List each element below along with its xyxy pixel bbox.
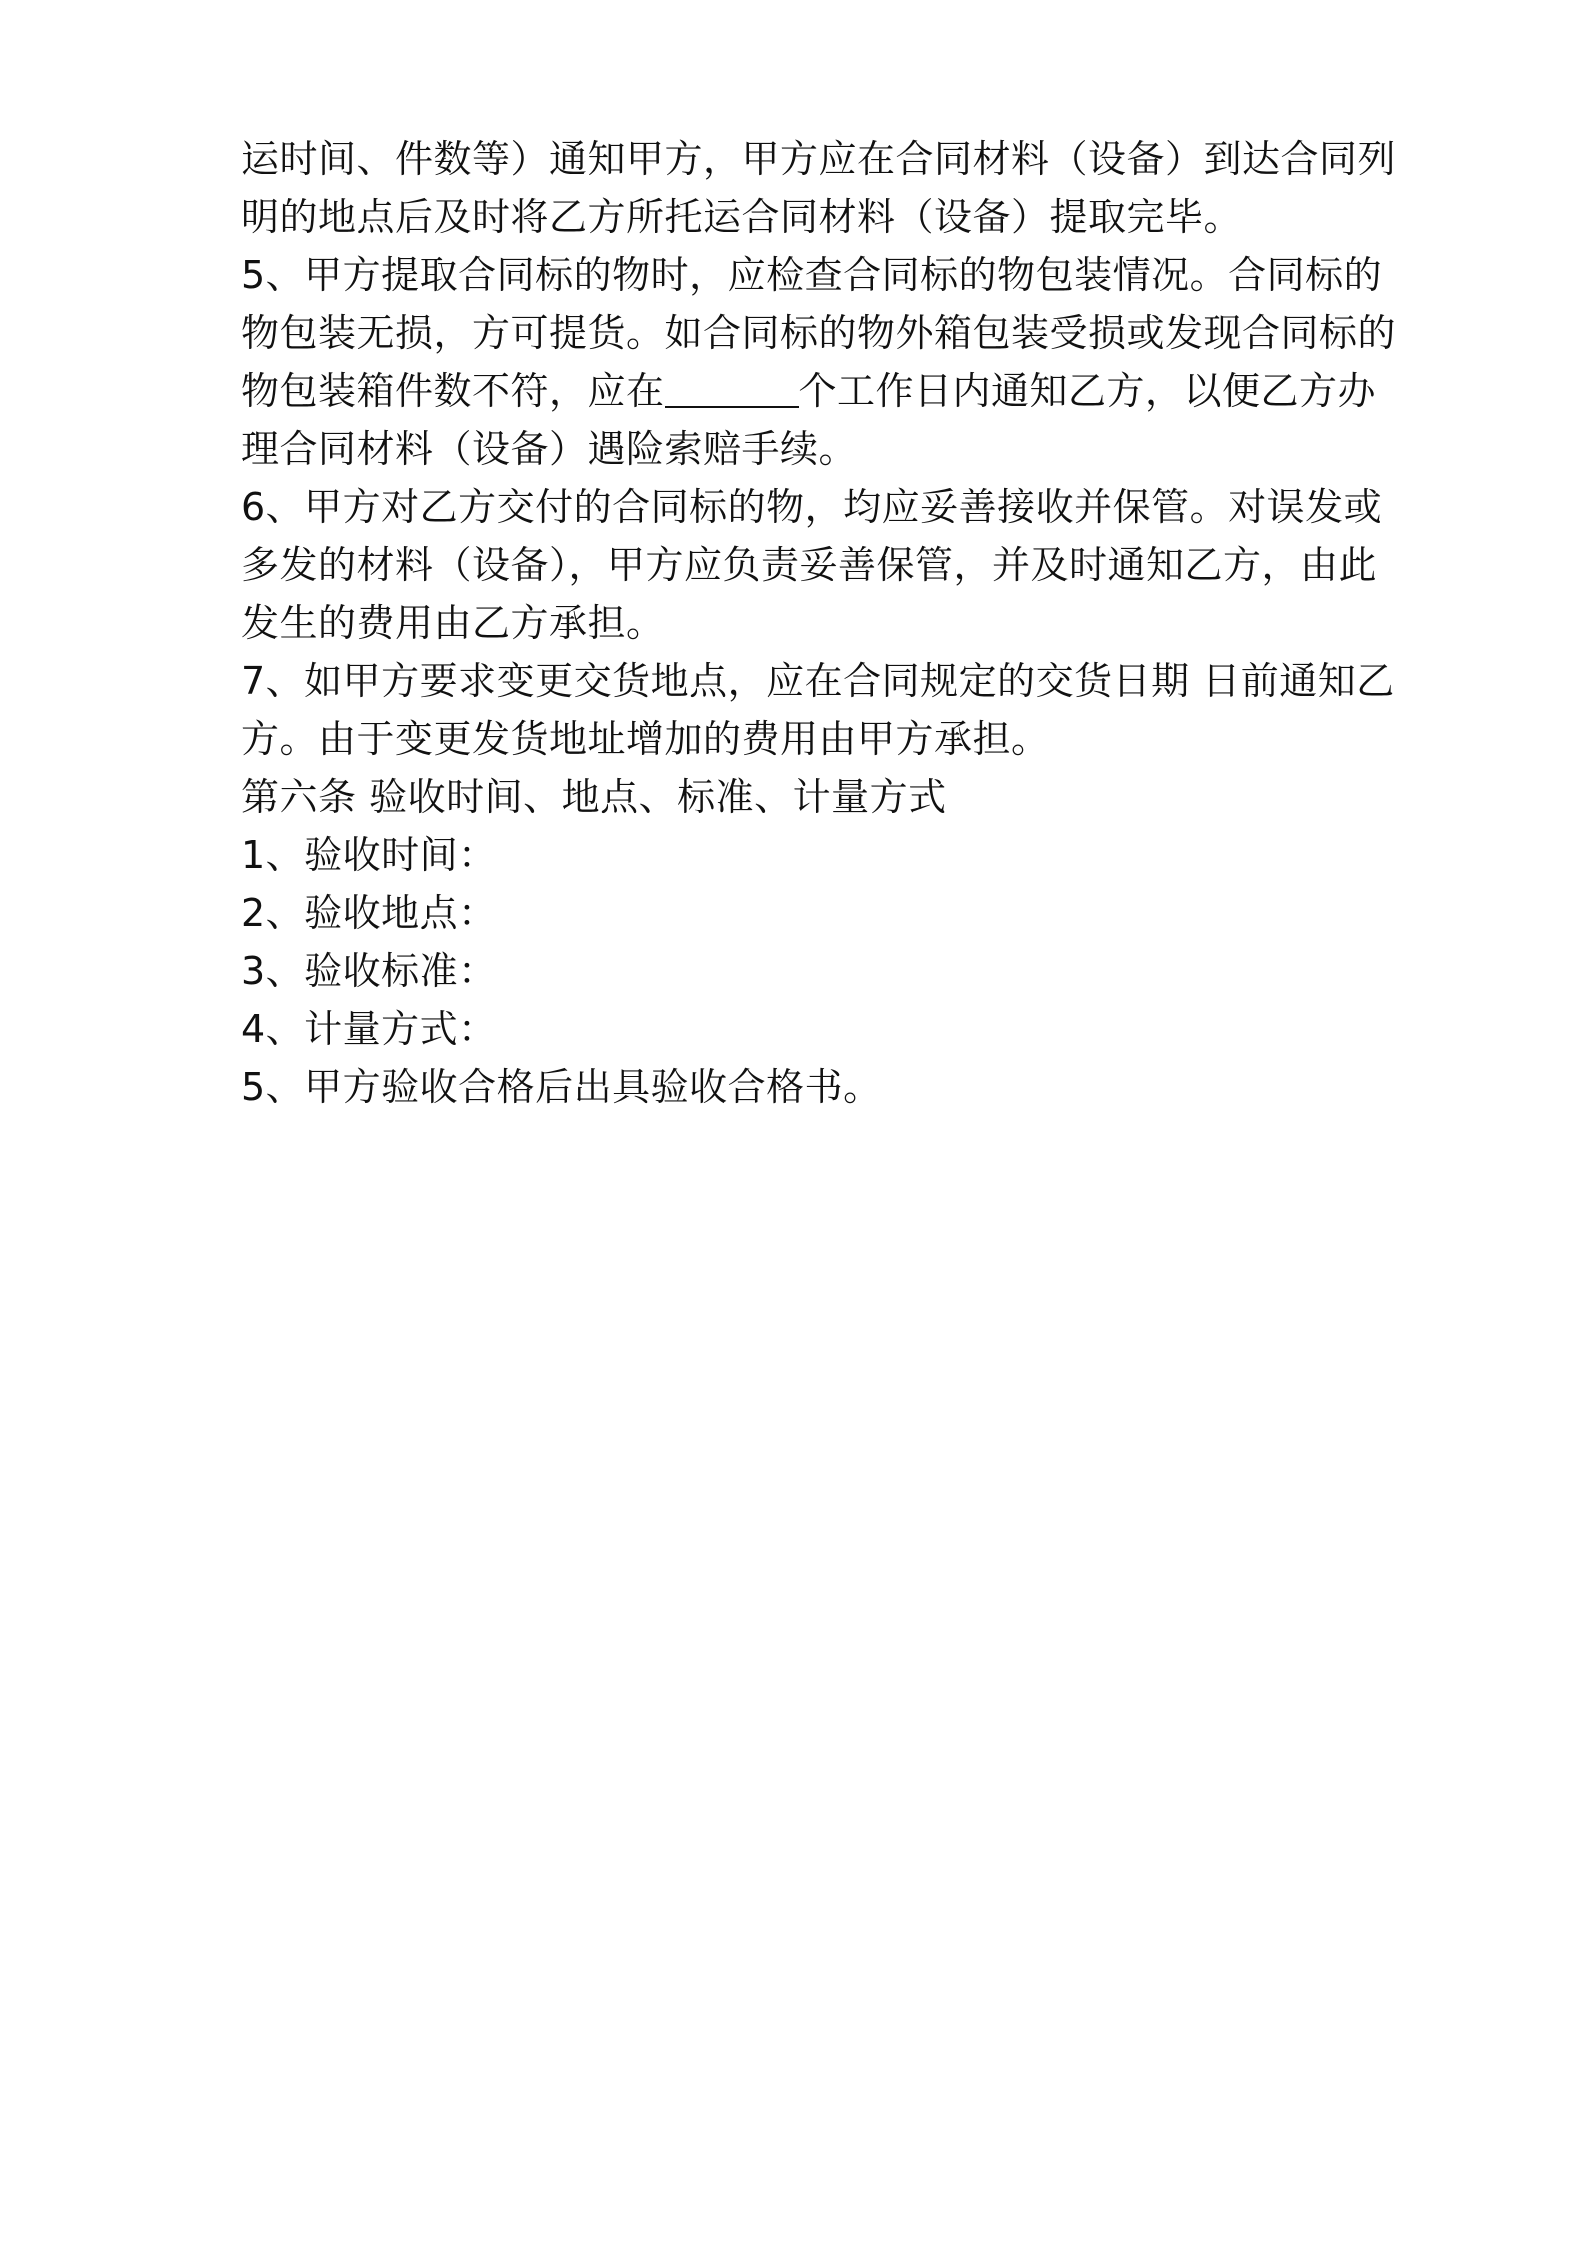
paragraph-line: 5、甲方提取合同标的物时，应检查合同标的物包装情况。合同标的	[241, 253, 1383, 297]
list-item: 1、验收时间：	[241, 833, 497, 877]
list-item: 4、计量方式：	[241, 1007, 497, 1051]
paragraph-line: 物包装无损，方可提货。如合同标的物外箱包装受损或发现合同标的	[241, 311, 1397, 355]
fill-in-blank	[665, 370, 799, 408]
paragraph-line-with-blank	[241, 367, 1377, 415]
paragraph-line: 运时间、件数等）通知甲方，甲方应在合同材料（设备）到达合同列	[241, 137, 1397, 181]
paragraph-line: 6、甲方对乙方交付的合同标的物，均应妥善接收并保管。对误发或	[241, 485, 1383, 529]
paragraph-line: 发生的费用由乙方承担。	[241, 601, 665, 645]
line-text-after-blank: 个工作日内通知乙方，以便乙方办	[798, 369, 1377, 413]
section-heading: 第六条 验收时间、地点、标准、计量方式	[241, 775, 947, 819]
line-text-before-blank: 物包装箱件数不符，应在	[241, 369, 665, 413]
paragraph-line: 明的地点后及时将乙方所托运合同材料（设备）提取完毕。	[241, 195, 1243, 239]
paragraph-line: 7、如甲方要求变更交货地点，应在合同规定的交货日期 日前通知乙	[241, 659, 1395, 703]
list-item: 3、验收标准：	[241, 949, 497, 993]
paragraph-line: 方。由于变更发货地址增加的费用由甲方承担。	[241, 717, 1050, 761]
paragraph-line: 多发的材料（设备），甲方应负责妥善保管，并及时通知乙方，由此	[241, 543, 1378, 587]
paragraph-line: 理合同材料（设备）遇险索赔手续。	[241, 427, 858, 471]
list-item: 5、甲方验收合格后出具验收合格书。	[241, 1065, 882, 1109]
list-item: 2、验收地点：	[241, 891, 497, 935]
